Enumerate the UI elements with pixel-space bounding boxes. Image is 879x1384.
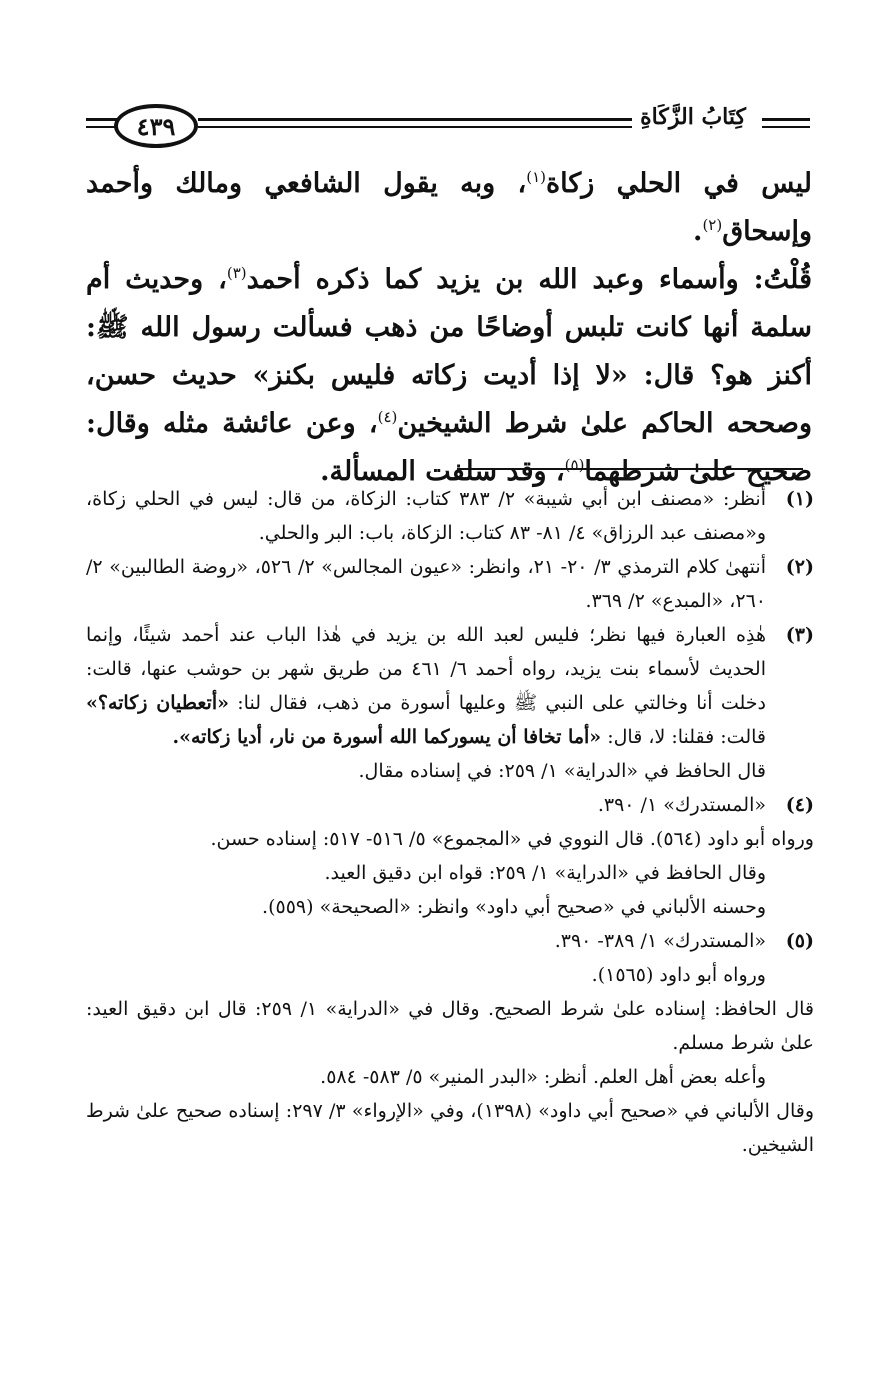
footnote-ref-4[interactable]: (٤) bbox=[377, 408, 398, 426]
main-text bbox=[86, 160, 812, 496]
footnote-5 bbox=[86, 924, 814, 958]
fn4-line-2: ورواه أبو داود (٥٦٤). قال النووي في «المجموع» ٥/ ٥١٦- ٥١٧: إسناده حسن. bbox=[210, 828, 814, 850]
footnote-ref-5[interactable]: (٥) bbox=[564, 456, 585, 474]
header-rule-right-top bbox=[762, 118, 810, 121]
footnote-3 bbox=[86, 618, 814, 788]
fn3-text: هٰذِه العبارة فيها نظر؛ فليس لعبد الله بن يزيد في هٰذا الباب عند أحمد شيئًا، وإنما الحديث لأسماء بنت يزيد، رواه أحمد ٦/ ٤٦١ من طريق شهر بن حوشب عنها، قالت: دخلت أنا وخالتي على النبي ﷺ وعليها أسورة من ذهب، فقال لنا: bbox=[86, 624, 766, 714]
header-rule-right-bottom bbox=[762, 126, 810, 128]
fn5-line-4: وأعله بعض أهل العلم. أنظر: «البدر المنير» ٥/ ٥٨٣- ٥٨٤. bbox=[320, 1066, 766, 1088]
fn4-line-4: وحسنه الألباني في «صحيح أبي داود» وانظر: «الصحيحة» (٥٥٩). bbox=[262, 896, 766, 918]
paragraph-2 bbox=[86, 256, 812, 496]
footnote-text: «المستدرك» ١/ ٣٩٠. bbox=[597, 794, 766, 816]
fn5-line-3: قال الحافظ: إسناده علىٰ شرط الصحيح. وقال في «الدراية» ١/ ٢٥٩: قال ابن دقيق العيد: علىٰ شرط مسلم. bbox=[86, 998, 815, 1054]
footnote-ref-3[interactable]: (٣) bbox=[226, 264, 247, 282]
footnote-ref-2[interactable]: (٢) bbox=[702, 216, 723, 234]
footnote-number: (٣) bbox=[785, 624, 814, 646]
footnote-separator bbox=[457, 468, 803, 470]
fn3-note: قال الحافظ في «الدراية» ١/ ٢٥٩: في إسناده مقال. bbox=[358, 760, 766, 782]
footnote-number: (٥) bbox=[785, 930, 814, 952]
footnote-number: (٤) bbox=[785, 794, 814, 816]
footnote-text: «المستدرك» ١/ ٣٨٩- ٣٩٠. bbox=[554, 930, 766, 952]
p1-text-2: ، وبه يقول الشافعي ومالك وأحمد وإسحاق bbox=[86, 168, 812, 247]
p1-text: ليس في الحلي زكاة bbox=[546, 168, 812, 199]
running-header bbox=[86, 98, 810, 158]
fn5-line-5: وقال الألباني في «صحيح أبي داود» (١٣٩٨)، وفي «الإرواء» ٣/ ٢٩٧: إسناده صحيح علىٰ شرط الشيخين. bbox=[86, 1100, 815, 1156]
fn4-line-3: وقال الحافظ في «الدراية» ١/ ٢٥٩: قواه ابن دقيق العيد. bbox=[324, 862, 766, 884]
qult-word: قُلْتُ: bbox=[753, 264, 812, 295]
fn5-line-2: ورواه أبو داود (١٥٦٥). bbox=[591, 964, 766, 986]
footnote-text bbox=[86, 618, 766, 754]
fn3-text-2: قالت: فقلنا: لا، قال: bbox=[601, 726, 766, 748]
p2-text-3: ، وعن عائشة مثله وقال: صحيح علىٰ شرطهما bbox=[86, 408, 812, 487]
footnote-1 bbox=[86, 482, 814, 550]
paragraph-1 bbox=[86, 160, 812, 256]
footnote-number: (١) bbox=[785, 488, 814, 510]
footnote-4 bbox=[86, 788, 814, 822]
fn3-quote-1: «أتعطيان زكاته؟» bbox=[86, 692, 229, 714]
footnote-2 bbox=[86, 550, 814, 618]
p2-text-4: ، وقد سلفت المسألة. bbox=[320, 456, 565, 487]
p2-text-1: وأسماء وعبد الله بن يزيد كما ذكره أحمد bbox=[246, 264, 754, 295]
footnote-text: أنتهىٰ كلام الترمذي ٣/ ٢٠- ٢١، وانظر: «عيون المجالس» ٢/ ٥٢٦، «روضة الطالبين» ٢/ ٢٦٠، «المبدع» ٢/ ٣٦٩. bbox=[86, 556, 766, 612]
header-rule-middle-top bbox=[198, 118, 634, 121]
p2-text-2: ، وحديث أم سلمة أنها كانت تلبس أوضاحًا من ذهب فسألت رسول الله ﷺ: أكنز هو؟ قال: «لا إذا أديت زكاته فليس بكنز» حديث حسن، وصححه الحاكم علىٰ شرط الشيخين bbox=[86, 264, 812, 439]
page-number: ٤٣٩ bbox=[114, 104, 198, 148]
footnote-number: (٢) bbox=[785, 556, 814, 578]
footnote-text: أنظر: «مصنف ابن أبي شيبة» ٢/ ٣٨٣ كتاب: الزكاة، من قال: ليس في الحلي زكاة، و«مصنف عبد الرزاق» ٤/ ٨١- ٨٣ كتاب: الزكاة، باب: البر والحلي. bbox=[86, 488, 766, 544]
footnote-ref-1[interactable]: (١) bbox=[526, 168, 546, 186]
p1-end: . bbox=[693, 216, 703, 247]
header-rule-middle-bottom bbox=[198, 126, 634, 128]
fn3-quote-2: «أما تخافا أن يسوركما الله أسورة من نار، أديا زكاته». bbox=[172, 726, 602, 748]
footnote-body bbox=[86, 618, 766, 788]
book-title: كِتَابُ الزَّكَاةِ bbox=[632, 104, 754, 130]
footnotes bbox=[86, 482, 814, 1162]
